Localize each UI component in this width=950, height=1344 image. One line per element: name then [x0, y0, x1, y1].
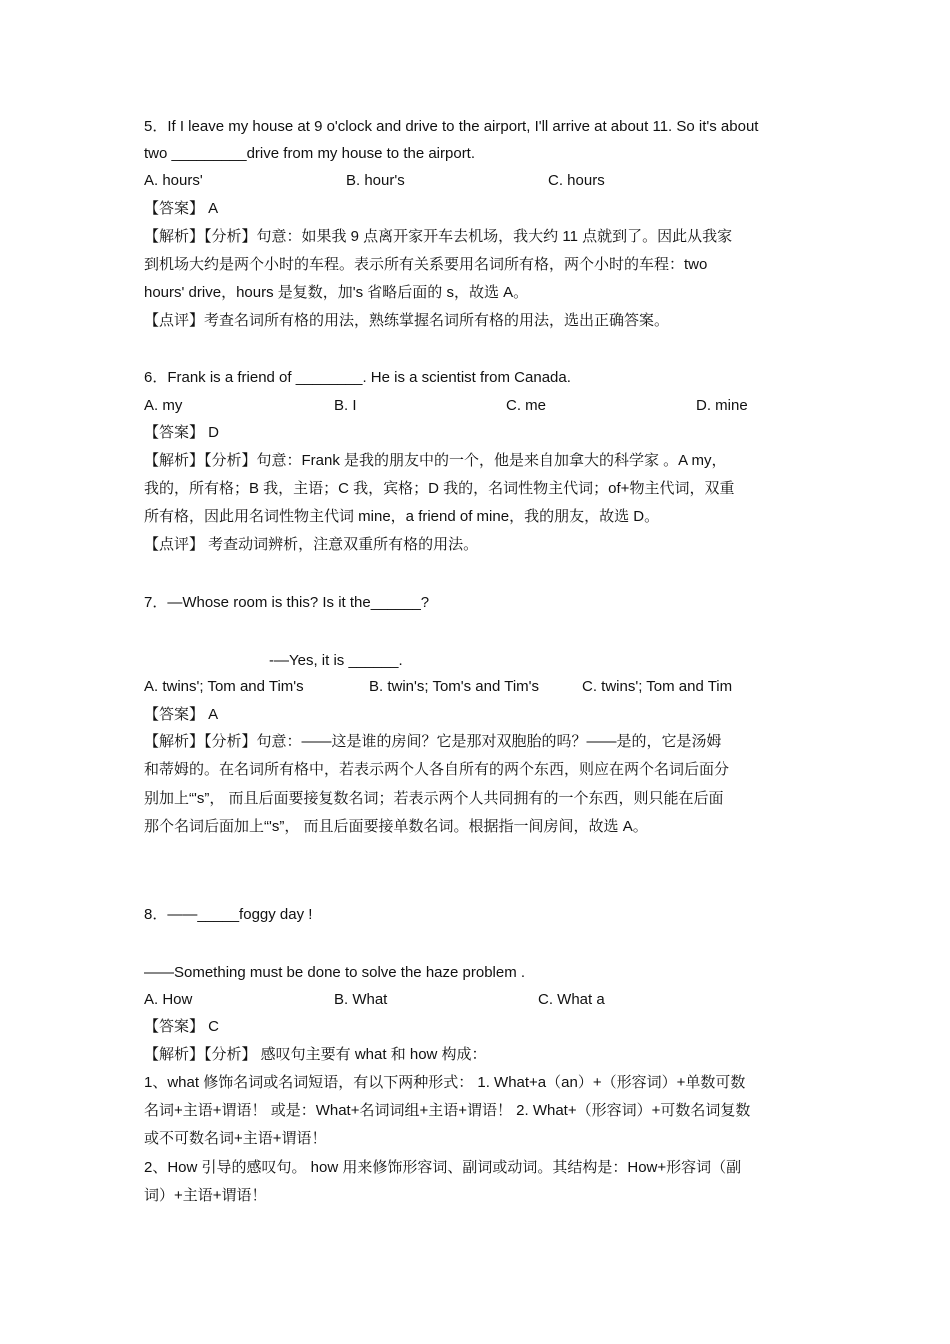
- q6-option-d: D. mine: [696, 397, 748, 414]
- q8-analysis-line4: 或不可数名词+主语+谓语！: [144, 1130, 327, 1147]
- q5-options: [144, 171, 809, 191]
- q6-analysis-line3: 所有格，因此用名词性物主代词 mine，a friend of mine，我的朋友，故选 D。: [144, 508, 660, 525]
- q6-option-a: A. my: [144, 397, 183, 414]
- q5-analysis-line1: 【解析】【分析】句意：如果我 9 点离开家开车去机场，我大约 11 点就到了。因此从我家: [144, 228, 733, 245]
- q6-analysis-line2: 我的，所有格；B 我，主语；C 我，宾格；D 我的，名词性物主代词；of+物主代词，双重: [144, 480, 735, 497]
- q5-stem-line2: two _________drive from my house to the airport.: [144, 145, 476, 162]
- q5-answer: 【答案】 A: [144, 200, 219, 217]
- q5-comment: 【点评】考查名词所有格的用法，熟练掌握名词所有格的用法，选出正确答案。: [144, 312, 670, 329]
- q7-analysis-line4: 那个名词后面加上“'s”， 而且后面要接单数名词。根据指一间房间，故选 A。: [144, 818, 648, 835]
- q5-stem-line1: 5．If I leave my house at 9 o'clock and drive to the airport, I'll arrive at about 11. So it's about: [144, 118, 759, 135]
- q8-analysis-line3: 名词+主语+谓语！ 或是：What+名词词组+主语+谓语！ 2. What+（形容词）+可数名词复数: [144, 1102, 751, 1119]
- q5-option-c: C. hours: [548, 172, 605, 189]
- q5-option-b: B. hour's: [346, 172, 405, 189]
- q7-stem-line2: -—Yes, it is ______.: [269, 652, 403, 669]
- q5-analysis-line2: 到机场大约是两个小时的车程。表示所有关系要用名词所有格，两个小时的车程：two: [144, 256, 708, 273]
- q7-analysis-line1: 【解析】【分析】句意：——这是谁的房间？它是那对双胞胎的吗？——是的，它是汤姆: [144, 733, 722, 750]
- q6-analysis-line1: 【解析】【分析】句意：Frank 是我的朋友中的一个，他是来自加拿大的科学家 。A my，: [144, 452, 727, 469]
- q7-analysis-line2: 和蒂姆的。在名词所有格中，若表示两个人各自所有的两个东西，则应在两个名词后面分: [144, 761, 730, 778]
- q5-analysis-line3: hours' drive，hours 是复数，加's 省略后面的 s，故选 A。: [144, 284, 529, 301]
- q7-stem-line1: 7．—Whose room is this? Is it the______?: [144, 594, 430, 611]
- q6-options: [144, 396, 809, 416]
- q7-option-c: C. twins'; Tom and Tim: [582, 678, 733, 695]
- q6-stem: 6．Frank is a friend of ________. He is a scientist from Canada.: [144, 369, 571, 386]
- q8-analysis-line6: 词）+主语+谓语！: [144, 1187, 267, 1204]
- q6-option-c: C. me: [506, 397, 547, 414]
- q6-comment: 【点评】 考查动词辨析，注意双重所有格的用法。: [144, 536, 479, 553]
- q8-stem-line2: ——Something must be done to solve the haze problem .: [144, 964, 526, 981]
- q7-options: [144, 677, 809, 697]
- q8-stem-line1: 8．——_____foggy day !: [144, 906, 313, 923]
- q8-analysis-line2: 1、what 修饰名词或名词短语，有以下两种形式： 1. What+a（an）+（形容词）+单数可数: [144, 1074, 746, 1091]
- q8-option-b: B. What: [334, 991, 388, 1008]
- q8-option-a: A. How: [144, 991, 193, 1008]
- q8-options: [144, 990, 809, 1010]
- q8-analysis-line5: 2、How 引导的感叹句。 how 用来修饰形容词、副词或动词。其结构是：How+形容词（副: [144, 1159, 742, 1176]
- q8-analysis-line1: 【解析】【分析】 感叹句主要有 what 和 how 构成：: [144, 1046, 487, 1063]
- q7-analysis-line3: 别加上“'s”， 而且后面要接复数名词；若表示两个人共同拥有的一个东西，则只能在后面: [144, 790, 724, 807]
- q6-answer: 【答案】 D: [144, 424, 220, 441]
- q7-answer: 【答案】 A: [144, 706, 219, 723]
- q8-answer: 【答案】 C: [144, 1018, 220, 1035]
- q6-option-b: B. I: [334, 397, 357, 414]
- q5-option-a: A. hours': [144, 172, 203, 189]
- q8-option-c: C. What a: [538, 991, 605, 1008]
- q7-option-b: B. twin's; Tom's and Tim's: [369, 678, 540, 695]
- q7-option-a: A. twins'; Tom and Tim's: [144, 678, 304, 695]
